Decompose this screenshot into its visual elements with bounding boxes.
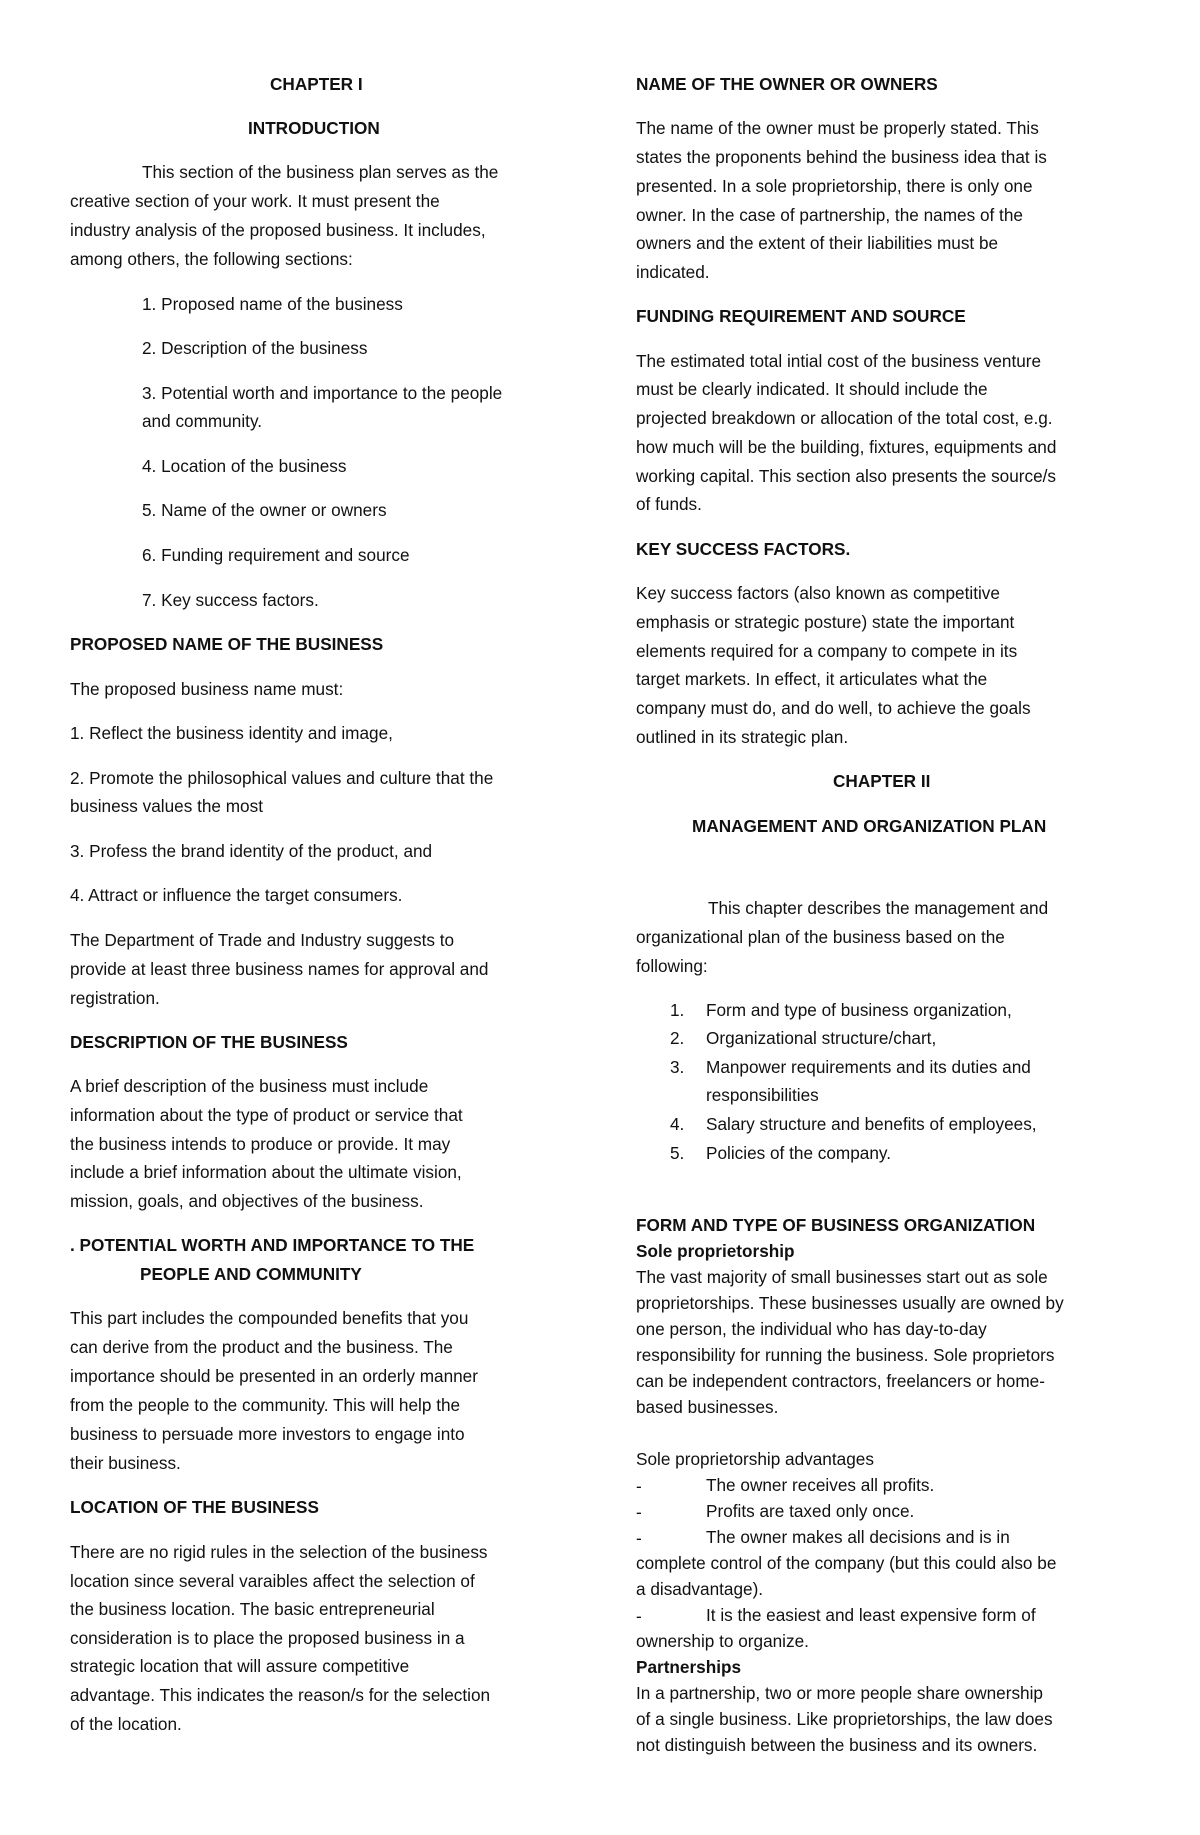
section-heading: NAME OF THE OWNER OR OWNERS <box>636 74 938 94</box>
intro-line: industry analysis of the proposed business. It includes, <box>70 220 486 240</box>
list-number: 5. <box>670 1143 685 1163</box>
paragraph-line: The estimated total intial cost of the business venture <box>636 351 1042 371</box>
intro-line: among others, the following sections: <box>70 249 353 269</box>
paragraph-line: importance should be presented in an orderly manner <box>70 1366 478 1386</box>
paragraph-line: In a partnership, two or more people share ownership <box>636 1683 1043 1703</box>
paragraph-line: proprietorships. These businesses usually are owned by <box>636 1293 1064 1313</box>
paragraph-line: There are no rigid rules in the selection of the business <box>70 1542 488 1562</box>
intro-line: creative section of your work. It must present the <box>70 191 440 211</box>
list-item: responsibilities <box>706 1085 819 1105</box>
list-item: ownership to organize. <box>636 1631 809 1651</box>
list-dash: - <box>636 1606 642 1626</box>
section-heading: PROPOSED NAME OF THE BUSINESS <box>70 634 384 654</box>
list-item: 3. Profess the brand identity of the product, and <box>70 841 433 861</box>
list-item: 4. Location of the business <box>142 456 347 476</box>
list-item: 2. Promote the philosophical values and culture that the <box>70 768 494 788</box>
list-dash: - <box>636 1528 642 1548</box>
paragraph-line: include a brief information about the ultimate vision, <box>70 1162 462 1182</box>
list-item: 2. Description of the business <box>142 338 368 358</box>
paragraph-line: A brief description of the business must include <box>70 1076 429 1096</box>
list-item: It is the easiest and least expensive form of <box>706 1605 1036 1625</box>
paragraph-line: owners and the extent of their liabilities must be <box>636 233 999 253</box>
section-heading: KEY SUCCESS FACTORS. <box>636 539 851 559</box>
paragraph-line: their business. <box>70 1453 181 1473</box>
list-dash: - <box>636 1502 642 1522</box>
paragraph-line: consideration is to place the proposed business in a <box>70 1628 465 1648</box>
list-number: 4. <box>670 1114 685 1134</box>
paragraph-line: projected breakdown or allocation of the total cost, e.g. <box>636 408 1053 428</box>
paragraph-line: registration. <box>70 988 160 1008</box>
list-item: 1. Reflect the business identity and image, <box>70 723 393 743</box>
section-heading: DESCRIPTION OF THE BUSINESS <box>70 1032 348 1052</box>
intro-line: This section of the business plan serves as the <box>142 162 499 182</box>
paragraph-line: business to persuade more investors to engage into <box>70 1424 465 1444</box>
paragraph-line: emphasis or strategic posture) state the important <box>636 612 1015 632</box>
list-item: 5. Name of the owner or owners <box>142 500 387 520</box>
paragraph-line: of the location. <box>70 1714 182 1734</box>
list-item: Form and type of business organization, <box>706 1000 1012 1020</box>
paragraph-line: advantage. This indicates the reason/s for the selection <box>70 1685 491 1705</box>
list-item: Profits are taxed only once. <box>706 1501 915 1521</box>
list-item: The owner receives all profits. <box>706 1475 935 1495</box>
list-number: 2. <box>670 1028 685 1048</box>
paragraph-line: elements required for a company to compete in its <box>636 641 1018 661</box>
list-item: Policies of the company. <box>706 1143 892 1163</box>
paragraph-line: target markets. In effect, it articulates what the <box>636 669 988 689</box>
paragraph-line: from the people to the community. This will help the <box>70 1395 461 1415</box>
section-heading: LOCATION OF THE BUSINESS <box>70 1497 319 1517</box>
list-item: 4. Attract or influence the target consumers. <box>70 885 403 905</box>
section-heading: PEOPLE AND COMMUNITY <box>140 1264 362 1284</box>
paragraph-line: must be clearly indicated. It should include the <box>636 379 988 399</box>
section-heading: FUNDING REQUIREMENT AND SOURCE <box>636 306 966 326</box>
list-item: 6. Funding requirement and source <box>142 545 410 565</box>
list-item: Salary structure and benefits of employees, <box>706 1114 1037 1134</box>
paragraph-line: company must do, and do well, to achieve the goals <box>636 698 1031 718</box>
paragraph-line: location since several varaibles affect the selection of <box>70 1571 475 1591</box>
paragraph-line: information about the type of product or service that <box>70 1105 463 1125</box>
paragraph-line: Key success factors (also known as competitive <box>636 583 1000 603</box>
list-item: business values the most <box>70 796 263 816</box>
paragraph-line: mission, goals, and objectives of the business. <box>70 1191 424 1211</box>
paragraph-line: working capital. This section also presents the source/s <box>636 466 1057 486</box>
list-dash: - <box>636 1476 642 1496</box>
paragraph-line: responsibility for running the business. Sole proprietors <box>636 1345 1055 1365</box>
paragraph-line: how much will be the building, fixtures, equipments and <box>636 437 1057 457</box>
chapter-title: CHAPTER II <box>833 771 931 791</box>
paragraph-line: can derive from the product and the business. The <box>70 1337 453 1357</box>
paragraph-line: of a single business. Like proprietorships, the law does <box>636 1709 1053 1729</box>
paragraph-line: based businesses. <box>636 1397 779 1417</box>
list-item: Organizational structure/chart, <box>706 1028 937 1048</box>
list-item: The owner makes all decisions and is in <box>706 1527 1010 1547</box>
section-title: INTRODUCTION <box>248 118 380 138</box>
paragraph-line: one person, the individual who has day-to-day <box>636 1319 987 1339</box>
paragraph-line: Sole proprietorship advantages <box>636 1449 874 1469</box>
paragraph-line: presented. In a sole proprietorship, there is only one <box>636 176 1033 196</box>
list-item: 1. Proposed name of the business <box>142 294 403 314</box>
list-item: 7. Key success factors. <box>142 590 319 610</box>
paragraph-line: outlined in its strategic plan. <box>636 727 849 747</box>
paragraph-line: The Department of Trade and Industry suggests to <box>70 930 455 950</box>
paragraph-line: strategic location that will assure competitive <box>70 1656 410 1676</box>
paragraph-line: This chapter describes the management and <box>708 898 1049 918</box>
list-item: complete control of the company (but this could also be <box>636 1553 1057 1573</box>
paragraph-line: This part includes the compounded benefits that you <box>70 1308 469 1328</box>
paragraph-line: the business location. The basic entrepreneurial <box>70 1599 435 1619</box>
paragraph-line: following: <box>636 956 708 976</box>
paragraph-line: owner. In the case of partnership, the names of the <box>636 205 1023 225</box>
section-heading: . POTENTIAL WORTH AND IMPORTANCE TO THE <box>70 1235 475 1255</box>
paragraph-line: states the proponents behind the business idea that is <box>636 147 1047 167</box>
paragraph-line: The name of the owner must be properly stated. This <box>636 118 1039 138</box>
list-number: 1. <box>670 1000 685 1020</box>
chapter-title: CHAPTER I <box>270 74 363 94</box>
paragraph-line: not distinguish between the business and its owners. <box>636 1735 1038 1755</box>
paragraph-line: organizational plan of the business based on the <box>636 927 1005 947</box>
paragraph-line: of funds. <box>636 494 702 514</box>
list-number: 3. <box>670 1057 685 1077</box>
section-title: MANAGEMENT AND ORGANIZATION PLAN <box>692 816 1047 836</box>
paragraph-line: indicated. <box>636 262 710 282</box>
paragraph-line: The proposed business name must: <box>70 679 344 699</box>
list-item: a disadvantage). <box>636 1579 764 1599</box>
paragraph-line: the business intends to produce or provide. It may <box>70 1134 451 1154</box>
paragraph-line: The vast majority of small businesses start out as sole <box>636 1267 1048 1287</box>
list-item: Manpower requirements and its duties and <box>706 1057 1031 1077</box>
subsection-heading: Sole proprietorship <box>636 1241 795 1261</box>
section-heading: FORM AND TYPE OF BUSINESS ORGANIZATION <box>636 1215 1036 1235</box>
list-item: 3. Potential worth and importance to the people <box>142 383 503 403</box>
list-item: and community. <box>142 411 263 431</box>
subsection-heading: Partnerships <box>636 1657 742 1677</box>
paragraph-line: can be independent contractors, freelancers or home- <box>636 1371 1045 1391</box>
paragraph-line: provide at least three business names for approval and <box>70 959 489 979</box>
